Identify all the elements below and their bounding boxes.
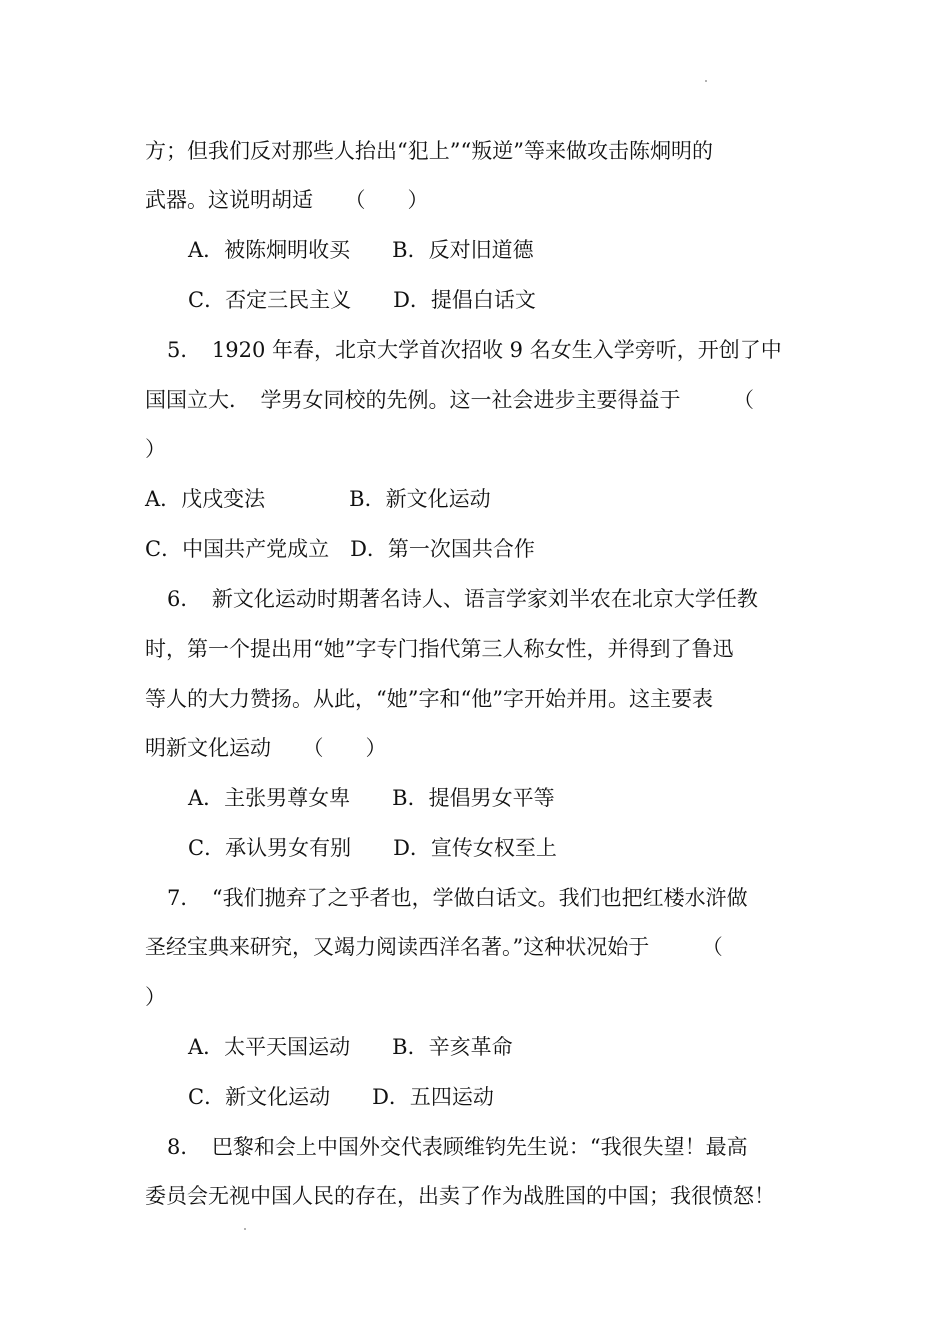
text-line-1: 方；但我们反对那些人抬出“犯上”“叛逆”等来做攻击陈炯明的 xyxy=(145,139,713,163)
scan-dot-bottom xyxy=(244,1228,246,1230)
q5-stem-line-2: 国国立大． 学男女同校的先例。这一社会进步主要得益于 （ xyxy=(145,388,754,412)
q6-options-cd: C．承认男女有别 D．宣传女权至上 xyxy=(188,836,557,860)
q5-options-ab: A．戊戌变法 B．新文化运动 xyxy=(145,487,491,511)
q7-stem-line-3: ） xyxy=(145,985,166,1009)
q7-stem-line-2: 圣经宝典来研究，又竭力阅读西洋名著。”这种状况始于 （ xyxy=(145,935,723,959)
q7-stem-line-1: 7． “我们抛弃了之乎者也，学做白话文。我们也把红楼水浒做 xyxy=(167,886,748,910)
q4-options-cd: C．否定三民主义 D．提倡白话文 xyxy=(188,288,536,312)
q7-options-cd: C．新文化运动 D．五四运动 xyxy=(188,1085,494,1109)
q5-stem-line-1: 5． 1920 年春，北京大学首次招收 9 名女生入学旁听，开创了中 xyxy=(167,338,782,362)
q6-options-ab: A．主张男尊女卑 B．提倡男女平等 xyxy=(188,786,555,810)
q8-stem-line-1: 8． 巴黎和会上中国外交代表顾维钧先生说：“我很失望！最高 xyxy=(167,1135,748,1159)
q4-options-ab: A．被陈炯明收买 B．反对旧道德 xyxy=(188,238,534,262)
q5-options-cd: C．中国共产党成立 D．第一次国共合作 xyxy=(145,537,535,561)
scan-dot-top xyxy=(705,80,707,82)
q6-stem-line-3: 等人的大力赞扬。从此，“她”字和“他”字开始并用。这主要表 xyxy=(145,687,713,711)
text-line-2: 武器。这说明胡适 （ ） xyxy=(145,188,429,212)
q8-stem-line-2: 委员会无视中国人民的存在，出卖了作为战胜国的中国；我很愤怒！ xyxy=(145,1184,775,1208)
q6-stem-line-4: 明新文化运动 （ ） xyxy=(145,736,387,760)
q6-stem-line-1: 6． 新文化运动时期著名诗人、语言学家刘半农在北京大学任教 xyxy=(167,587,758,611)
q7-options-ab: A．太平天国运动 B．辛亥革命 xyxy=(188,1035,513,1059)
q5-stem-line-3: ） xyxy=(145,437,166,461)
q6-stem-line-2: 时，第一个提出用“她”字专门指代第三人称女性，并得到了鲁迅 xyxy=(145,637,734,661)
